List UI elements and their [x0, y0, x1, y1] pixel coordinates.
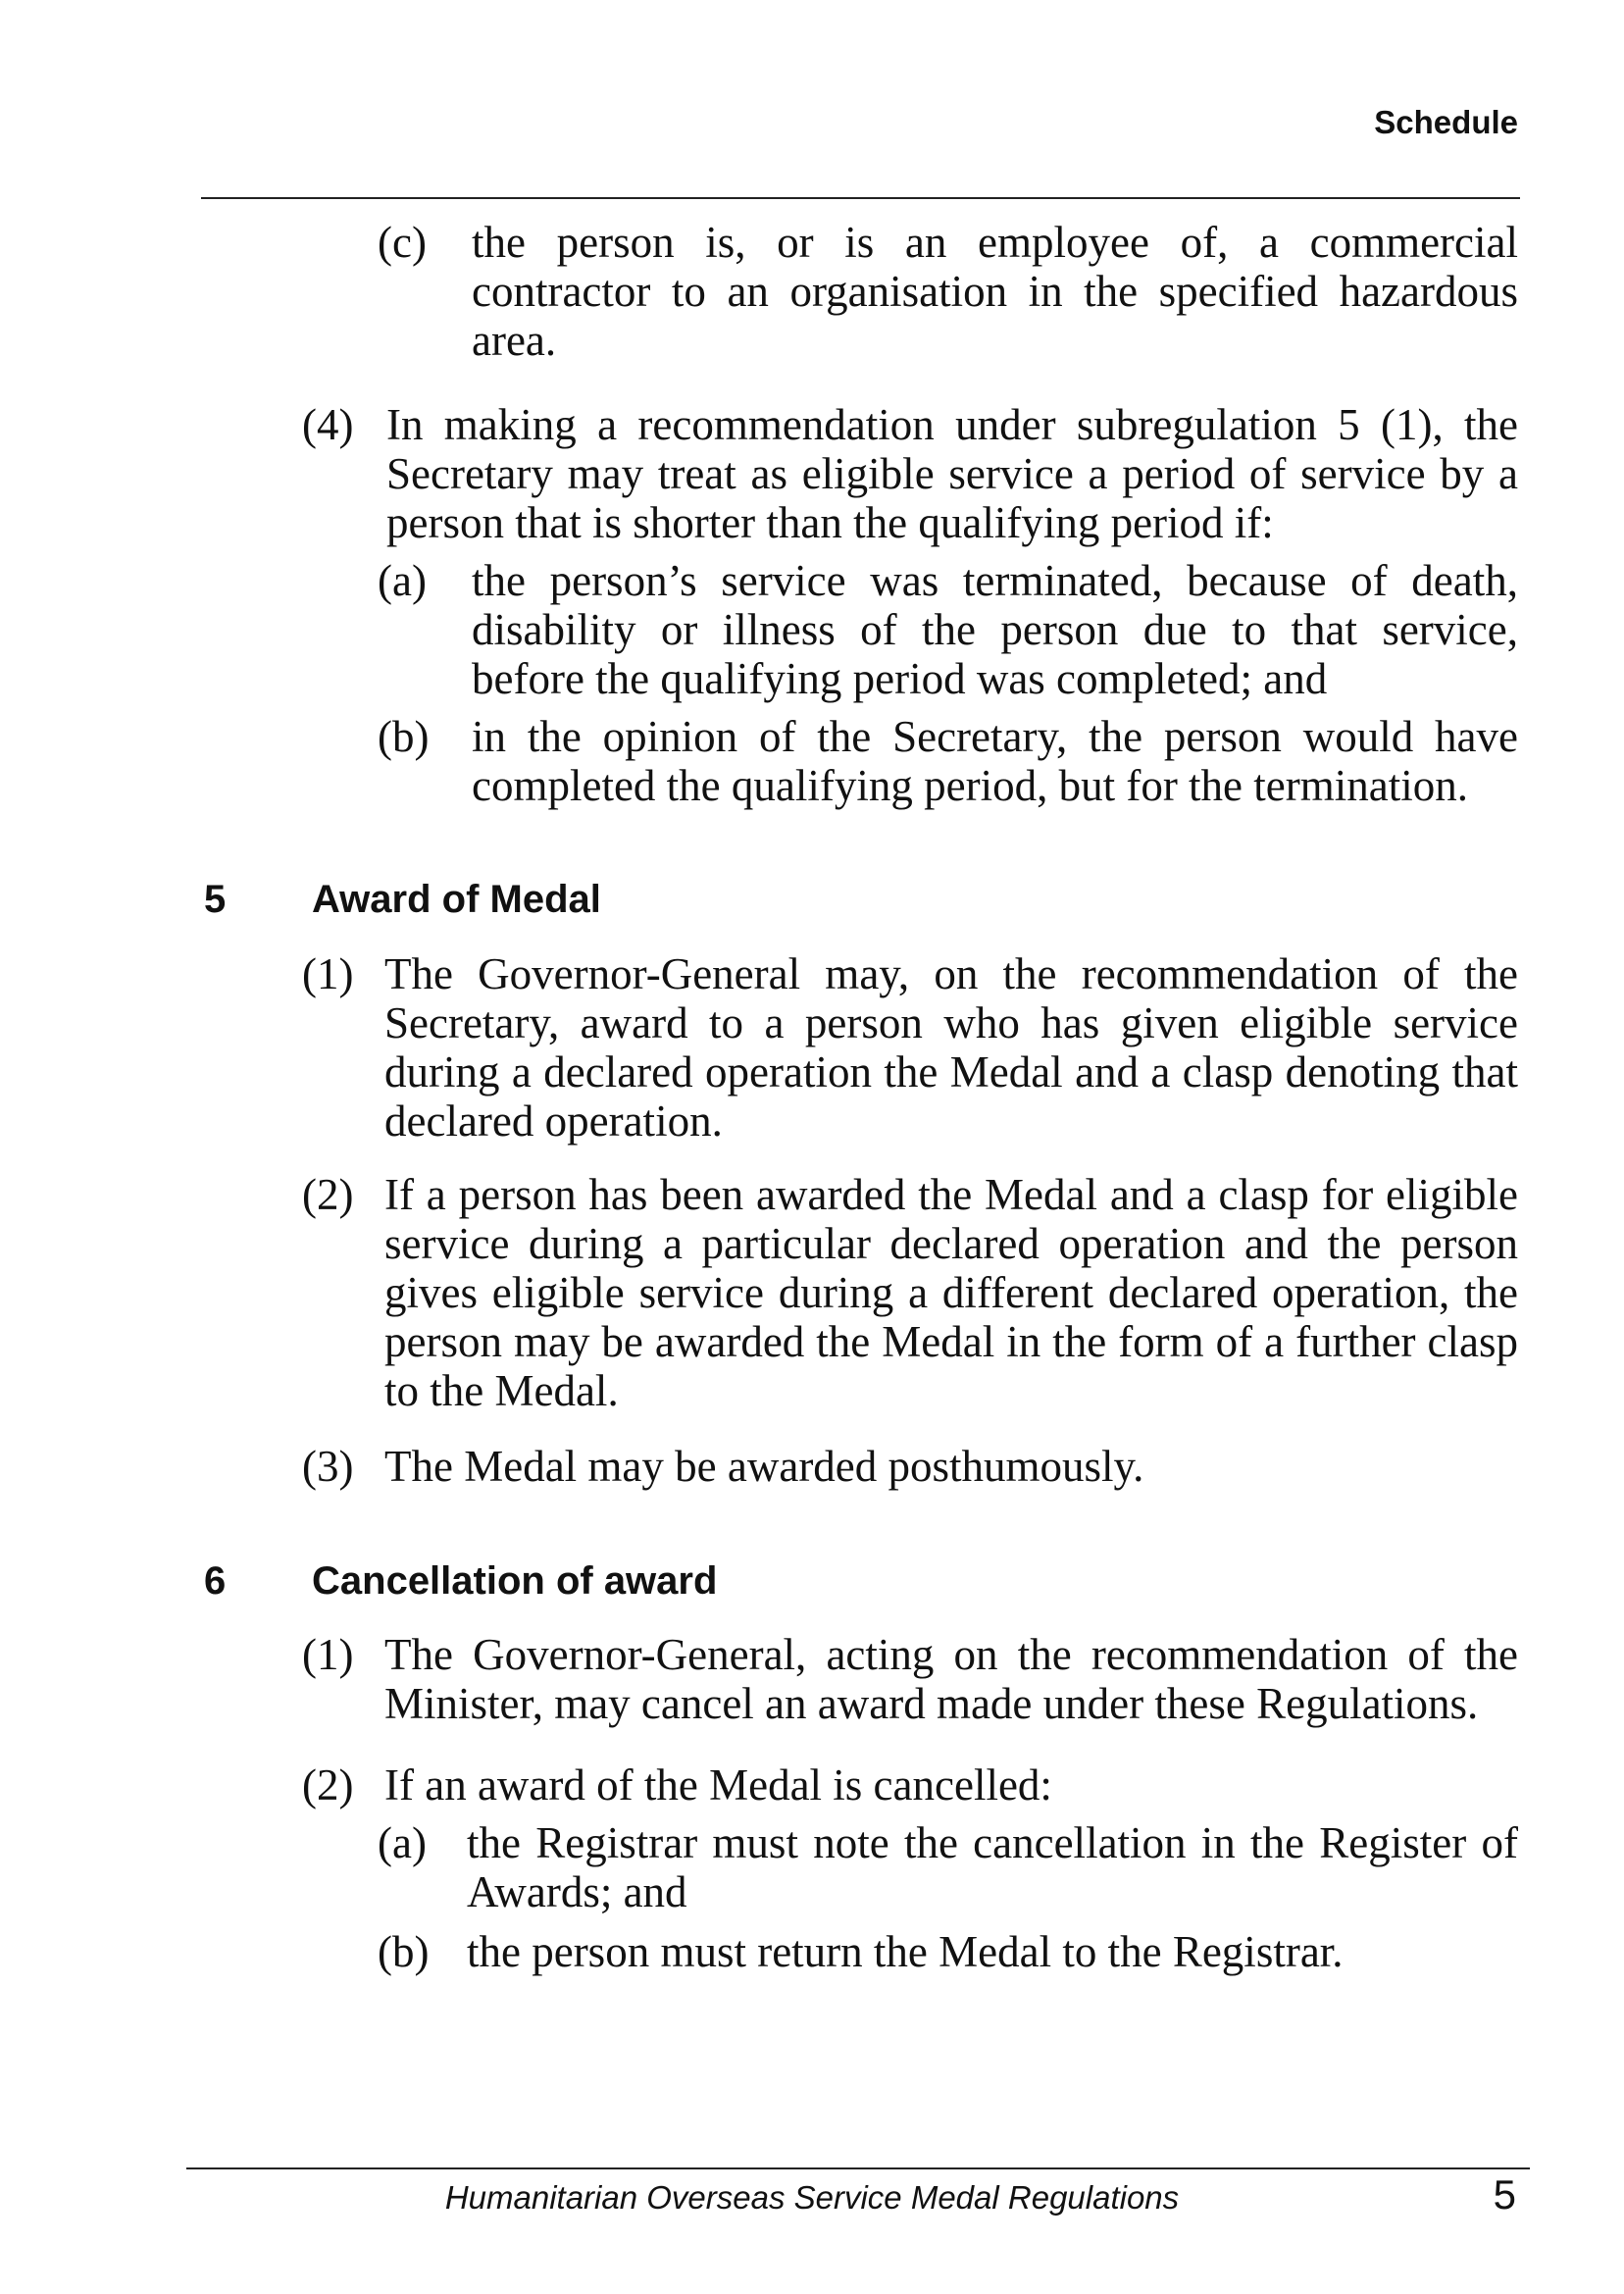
subregulation-text: The Governor-General, acting on the recommendation of the Minister, may cancel an award made under these Regulations.	[384, 1630, 1518, 1728]
subregulation-text: If an award of the Medal is cancelled:	[384, 1760, 1052, 1810]
subregulation-label: (2)	[302, 1760, 354, 1810]
section-number: 6	[204, 1559, 227, 1603]
paragraph-label: (b)	[378, 712, 430, 761]
subregulation-label: (2)	[302, 1170, 354, 1219]
footer-title: Humanitarian Overseas Service Medal Regulations	[444, 2179, 1180, 2216]
subregulation-label: (1)	[302, 1630, 354, 1679]
running-head: Schedule	[1374, 104, 1518, 140]
subregulation-text: In making a recommendation under subregulation 5 (1), the Secretary may treat as eligible service a period of service by a person that is shorter than the qualifying period if:	[386, 400, 1518, 547]
paragraph-text: in the opinion of the Secretary, the person would have completed the qualifying period, but for the termination.	[472, 712, 1518, 810]
subregulation-text: If a person has been awarded the Medal and a clasp for eligible service during a particular declared operation and the person gives eligible service during a different declared operation, the person may be awarded the Medal in the form of a further clasp to the Medal.	[384, 1170, 1518, 1415]
paragraph-label: (a)	[378, 1818, 427, 1867]
paragraph-text: the person is, or is an employee of, a commercial contractor to an organisation in the specified hazardous area.	[472, 218, 1518, 365]
subregulation-text: The Medal may be awarded posthumously.	[384, 1442, 1144, 1491]
paragraph-label: (c)	[378, 218, 427, 267]
paragraph-text: the person must return the Medal to the Registrar.	[467, 1927, 1344, 1976]
footer-rule	[186, 2167, 1530, 2169]
section-title: Cancellation of award	[312, 1559, 718, 1603]
paragraph-label: (a)	[378, 556, 427, 605]
subregulation-label: (4)	[302, 400, 354, 449]
section-title: Award of Medal	[312, 878, 601, 921]
section-number: 5	[204, 878, 227, 921]
page-number: 5	[1493, 2171, 1516, 2218]
subregulation-label: (1)	[302, 949, 354, 998]
subregulation-text: The Governor-General may, on the recommendation of the Secretary, award to a person who has given eligible service during a declared operation the Medal and a clasp denoting that declared operation.	[384, 949, 1518, 1146]
paragraph-label: (b)	[378, 1927, 430, 1976]
paragraph-text: the Registrar must note the cancellation in the Register of Awards; and	[467, 1818, 1518, 1916]
paragraph-text: the person’s service was terminated, because of death, disability or illness of the person due to that service, before the qualifying period was completed; and	[472, 556, 1518, 703]
header-rule	[201, 197, 1520, 199]
subregulation-label: (3)	[302, 1442, 354, 1491]
